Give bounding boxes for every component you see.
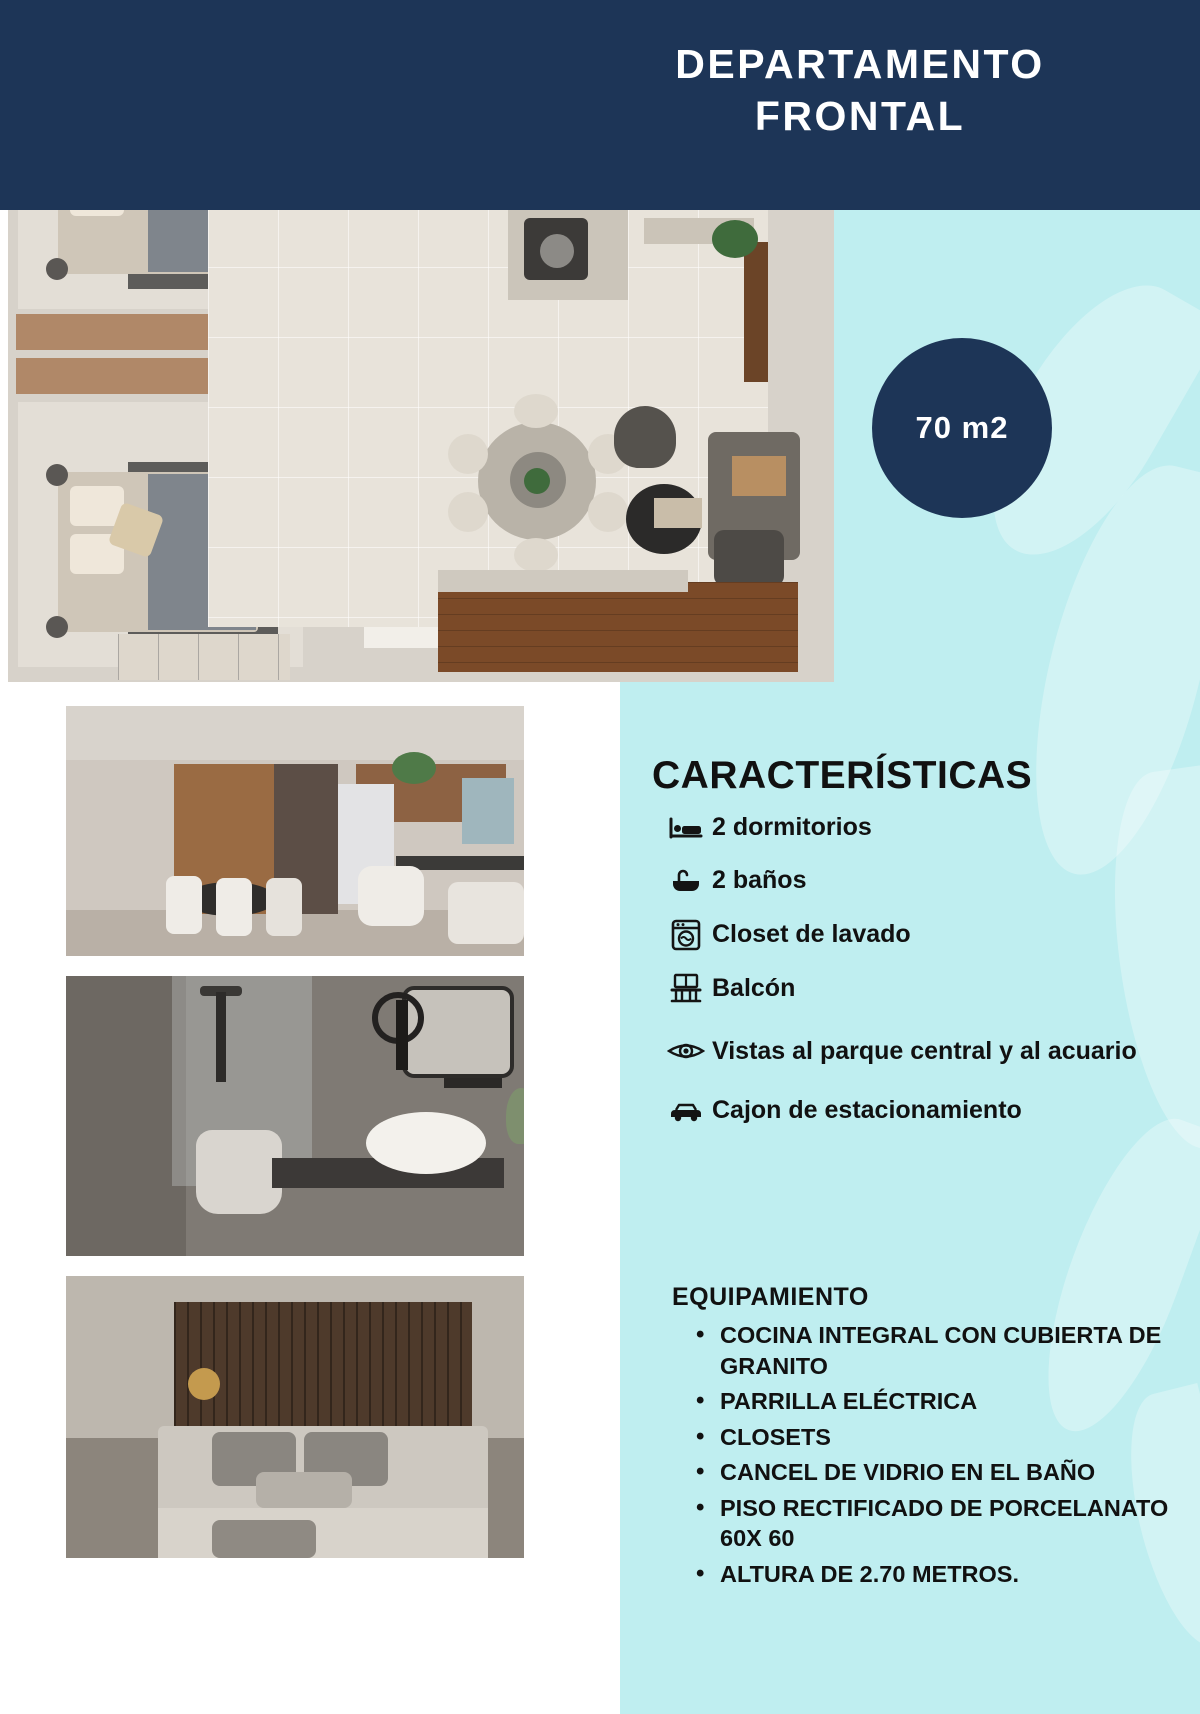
feature-label: Balcón — [712, 973, 796, 1002]
area-badge-label: 70 m2 — [915, 410, 1009, 445]
list-item: • CLOSETS — [690, 1422, 1190, 1453]
page-title-line2: FRONTAL — [754, 93, 966, 140]
feature-label: Closet de lavado — [712, 919, 911, 948]
feature-label: 2 dormitorios — [712, 813, 872, 841]
feature-item-bathrooms — [660, 865, 1180, 896]
living-dining-kitchen-photo — [66, 706, 524, 956]
bathroom-photo — [66, 976, 524, 1256]
list-item: • PISO RECTIFICADO DE PORCELANATO 60X 60 — [690, 1493, 1190, 1554]
list-item: • PARRILLA ELÉCTRICA — [690, 1386, 1190, 1417]
equipment-title: EQUIPAMIENTO — [672, 1283, 869, 1311]
list-item: • ALTURA DE 2.70 METROS. — [690, 1559, 1190, 1590]
bed-icon — [660, 815, 712, 841]
car-icon — [660, 1099, 712, 1123]
balcony-icon — [660, 973, 712, 1003]
features-title: CARACTERÍSTICAS — [652, 754, 1033, 797]
bedroom-photo — [66, 1276, 524, 1558]
feature-item-parking — [660, 1095, 1180, 1126]
list-item: • COCINA INTEGRAL CON CUBIERTA DE GRANITO — [690, 1320, 1190, 1381]
features-list — [660, 812, 1180, 1152]
eye-icon — [660, 1038, 712, 1064]
feature-item-laundry — [660, 919, 1180, 951]
page-title-line1: DEPARTAMENTO — [675, 41, 1045, 87]
area-badge — [872, 338, 1052, 518]
feature-label: 2 baños — [712, 866, 807, 895]
feature-item-bedrooms — [660, 812, 1180, 843]
feature-item-views — [660, 1036, 1180, 1067]
feature-label: Cajon de estacionamiento — [712, 1096, 1022, 1124]
feature-item-balcony — [660, 973, 1180, 1004]
washing-machine-icon — [660, 919, 712, 951]
list-item: • CANCEL DE VIDRIO EN EL BAÑO — [690, 1457, 1190, 1488]
page-title — [550, 38, 1170, 143]
equipment-list — [690, 1320, 1190, 1594]
bathtub-icon — [660, 868, 712, 894]
feature-label: Vistas al parque central y al acuario — [712, 1036, 1137, 1065]
